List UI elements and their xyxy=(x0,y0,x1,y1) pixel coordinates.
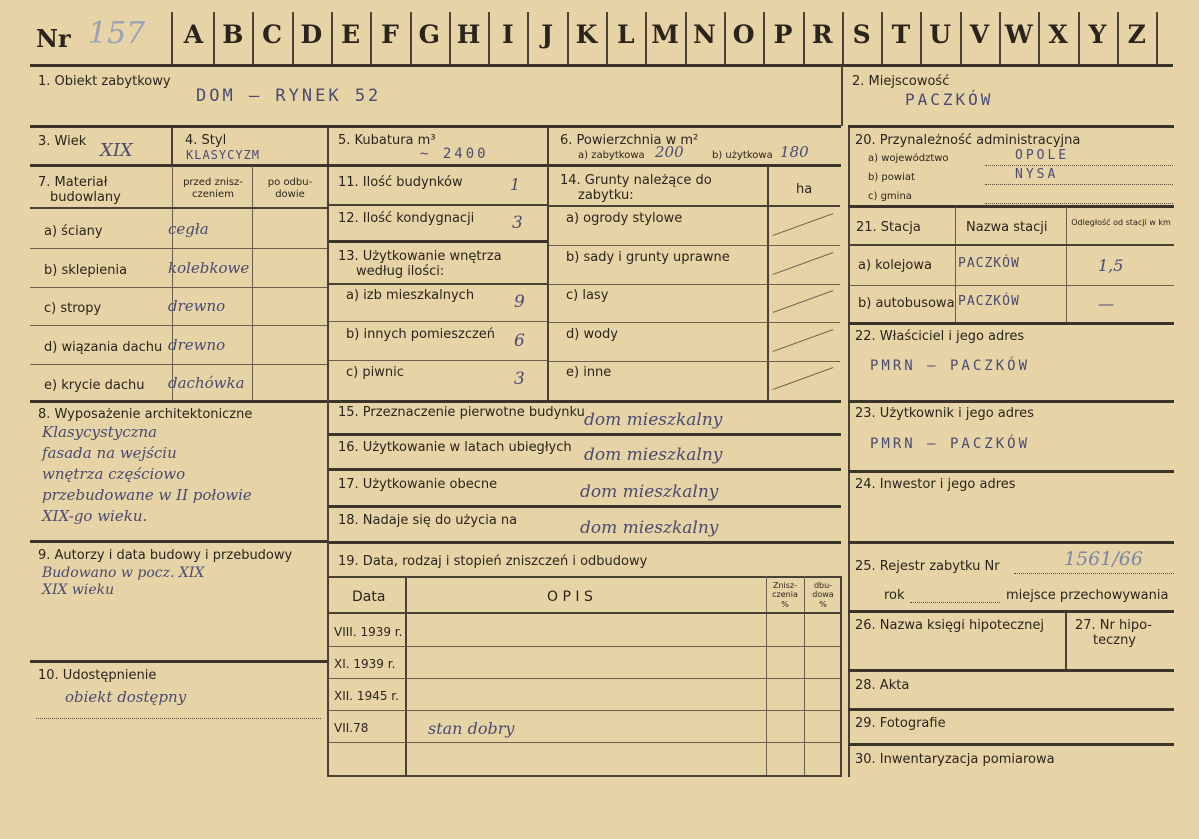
f6-value-a: 200 xyxy=(655,143,684,161)
f21-col-name: Nazwa stacji xyxy=(966,220,1048,235)
f22-value: PMRN – PACZKÓW xyxy=(870,358,1031,374)
rule xyxy=(329,646,841,647)
rule xyxy=(549,284,840,285)
index-letter-V: V xyxy=(969,20,990,49)
f14-row-label: c) lasy xyxy=(566,288,609,303)
f14-row-label: b) sady i grunty uprawne xyxy=(566,249,730,265)
f7-row-value: cegła xyxy=(168,220,209,238)
f25-value: 1561/66 xyxy=(1064,548,1143,570)
f6-label: 6. Powierzchnia w m² xyxy=(560,133,699,148)
ha-slash xyxy=(773,252,833,275)
f5-value: ~ 2400 xyxy=(420,146,489,162)
index-letter-O: O xyxy=(732,20,755,49)
f21-label: 21. Stacja xyxy=(856,220,921,235)
index-letter-Y: Y xyxy=(1088,20,1107,49)
f7-row-value: drewno xyxy=(168,297,226,315)
index-letter-J: J xyxy=(541,20,554,49)
f6-value-b: 180 xyxy=(780,143,809,161)
f20-row-label: a) województwo xyxy=(868,153,949,164)
dotted-line xyxy=(985,165,1173,166)
f9-line: Budowano w pocz. XIX xyxy=(42,565,205,581)
rule xyxy=(329,321,547,322)
f8-line: fasada na wejściu xyxy=(42,444,177,462)
dotted-line xyxy=(985,203,1173,204)
f19-col-d1: dbu- xyxy=(813,581,833,590)
f15-label: 15. Przeznaczenie pierwotne budynku xyxy=(338,405,585,420)
ha-slash xyxy=(773,290,833,313)
f8-line: przebudowane w II połowie xyxy=(42,486,252,504)
f19-label: 19. Data, rodzaj i stopień zniszczeń i odbudowy xyxy=(338,554,648,569)
f8-line: wnętrza częściowo xyxy=(42,465,186,483)
f14-unit: ha xyxy=(796,182,813,197)
f26-label: 26. Nazwa księgi hipotecznej xyxy=(855,618,1044,633)
index-letter-B: B xyxy=(222,20,244,49)
f19-row-date: VIII. 1939 r. xyxy=(334,625,403,639)
rule xyxy=(329,742,841,743)
f21-row-name: PACZKÓW xyxy=(958,294,1020,309)
f8-line: XIX-go wieku. xyxy=(42,507,148,525)
rule xyxy=(329,468,841,471)
index-letter-W: W xyxy=(1004,20,1033,49)
index-letter-F: F xyxy=(381,20,399,49)
f16-label: 16. Użytkowanie w latach ubiegłych xyxy=(338,440,572,455)
index-letter-P: P xyxy=(773,20,793,49)
f19-row-opis: stan dobry xyxy=(428,719,515,738)
f8-line: Klasycystyczna xyxy=(42,423,158,441)
f14-row-label: a) ogrody stylowe xyxy=(566,211,683,226)
f20-row-label: c) gmina xyxy=(868,191,912,202)
f13-row-label: c) piwnic xyxy=(346,365,404,380)
rule xyxy=(549,245,840,246)
f11-value: 1 xyxy=(510,175,521,194)
rule xyxy=(329,541,841,544)
f7-col1-1: przed znisz- xyxy=(183,177,243,188)
f10-value: obiekt dostępny xyxy=(65,688,187,706)
f9-label: 9. Autorzy i data budowy i przebudowy xyxy=(38,548,293,563)
rule xyxy=(549,361,840,362)
f8-label: 8. Wyposażenie architektoniczne xyxy=(38,407,253,422)
index-letter-U: U xyxy=(929,20,952,49)
index-letter-C: C xyxy=(262,20,283,49)
rule xyxy=(30,325,327,326)
rule xyxy=(849,285,1174,286)
f23-value: PMRN – PACZKÓW xyxy=(870,436,1031,452)
index-letter-H: H xyxy=(456,20,481,49)
f18-value: dom mieszkalny xyxy=(580,518,719,538)
ha-slash xyxy=(773,367,833,390)
f1-label: 1. Obiekt zabytkowy xyxy=(38,74,171,89)
rule xyxy=(329,433,841,436)
index-letter-D: D xyxy=(300,20,323,49)
f12-label: 12. Ilość kondygnacji xyxy=(338,211,475,226)
f27-label-1: 27. Nr hipo- xyxy=(1075,618,1152,633)
index-letter-E: E xyxy=(341,20,361,49)
f18-label: 18. Nadaje się do użycia na xyxy=(338,513,518,528)
f25-rok: rok xyxy=(884,588,905,603)
f22-label: 22. Właściciel i jego adres xyxy=(855,329,1025,344)
nr-value: 157 xyxy=(88,16,146,51)
index-letter-K: K xyxy=(575,20,598,49)
f10-label: 10. Udostępnienie xyxy=(38,668,157,683)
rule xyxy=(329,360,547,361)
rule xyxy=(329,678,841,679)
f5-label: 5. Kubatura m³ xyxy=(338,133,436,148)
index-letter-T: T xyxy=(891,20,911,49)
index-letter-Z: Z xyxy=(1127,20,1146,49)
rule xyxy=(549,322,840,323)
f24-label: 24. Inwestor i jego adres xyxy=(855,477,1016,492)
index-letter-R: R xyxy=(811,20,833,49)
f16-value: dom mieszkalny xyxy=(584,445,723,465)
f11-label: 11. Ilość budynków xyxy=(338,175,463,190)
f12-value: 3 xyxy=(512,213,523,233)
f6-sub-b: b) użytkowa xyxy=(712,150,773,161)
f19-row-date: XI. 1939 r. xyxy=(334,657,396,671)
f15-value: dom mieszkalny xyxy=(584,410,723,430)
f21-row-name: PACZKÓW xyxy=(958,256,1020,271)
f19-row-date: XII. 1945 r. xyxy=(334,689,399,703)
nr-label: Nr xyxy=(36,24,71,53)
f19-col-date: Data xyxy=(352,589,386,605)
f19-col-d2: dowa xyxy=(812,590,834,599)
f20-row-value: NYSA xyxy=(1015,167,1059,182)
index-letter-S: S xyxy=(852,20,871,49)
f7-row-label: e) krycie dachu xyxy=(44,378,145,393)
f21-row-dist: 1,5 xyxy=(1098,256,1124,275)
f19-col-d3: % xyxy=(819,600,827,609)
rule xyxy=(329,505,841,508)
f7-row-label: b) sklepienia xyxy=(44,262,128,278)
f7-label-1: 7. Materiał xyxy=(38,175,108,190)
f20-row-value: OPOLE xyxy=(1015,148,1070,163)
f3-label: 3. Wiek xyxy=(38,134,87,149)
f7-row-value: drewno xyxy=(168,335,226,354)
f17-value: dom mieszkalny xyxy=(580,482,719,502)
f2-label: 2. Miejscowość xyxy=(852,74,950,89)
f7-label-2: budowlany xyxy=(50,190,121,205)
f23-label: 23. Użytkownik i jego adres xyxy=(855,406,1034,421)
f4-label: 4. Styl xyxy=(185,133,227,148)
f29-label: 29. Fotografie xyxy=(855,716,946,731)
f3-value: XIX xyxy=(100,140,133,161)
dotted-line xyxy=(985,184,1173,185)
f19-row-date: VII.78 xyxy=(334,721,369,735)
index-letter-A: A xyxy=(183,20,204,49)
f13-row-label: a) izb mieszkalnych xyxy=(346,288,475,303)
f6-sub-a: a) zabytkowa xyxy=(578,150,645,161)
f14-row-label: e) inne xyxy=(566,365,612,380)
f14-label-2: zabytku: xyxy=(578,188,634,203)
ha-slash xyxy=(773,213,833,236)
f28-label: 28. Akta xyxy=(855,678,910,693)
f7-col1-2: czeniem xyxy=(192,189,234,200)
f13-row-value: 3 xyxy=(514,369,525,389)
f30-label: 30. Inwentaryzacja pomiarowa xyxy=(855,752,1055,767)
f14-row-label: d) wody xyxy=(566,326,618,342)
f7-row-value: dachówka xyxy=(168,374,245,392)
rule xyxy=(30,287,327,288)
rule xyxy=(329,710,841,711)
f7-row-value: kolebkowe xyxy=(168,258,250,277)
f21-row-label: a) kolejowa xyxy=(858,258,932,273)
index-letter-M: M xyxy=(651,20,679,49)
rule xyxy=(30,248,327,249)
f14-label-1: 14. Grunty należące do xyxy=(560,173,712,188)
f20-label: 20. Przynależność administracyjna xyxy=(855,133,1081,148)
f13-label-1: 13. Użytkowanie wnętrza xyxy=(338,249,502,264)
index-letter-L: L xyxy=(617,20,635,49)
f25-miejsce: miejsce przechowywania xyxy=(1006,588,1169,603)
f27-label-2: teczny xyxy=(1093,633,1136,648)
index-letter-X: X xyxy=(1048,20,1068,49)
f13-row-value: 6 xyxy=(514,330,525,351)
f7-col2-1: po odbu- xyxy=(267,177,313,188)
index-letter-G: G xyxy=(418,20,440,49)
f2-value: PACZKÓW xyxy=(905,90,994,109)
f4-value: KLASYCYZM xyxy=(186,148,261,162)
f7-col2-2: dowie xyxy=(275,189,305,200)
f1-value: DOM – RYNEK 52 xyxy=(196,86,382,106)
f13-row-label: b) innych pomieszczeń xyxy=(346,326,496,342)
f25-label: 25. Rejestr zabytku Nr xyxy=(855,559,1000,574)
f13-row-value: 9 xyxy=(514,292,525,312)
f21-row-label: b) autobusowa xyxy=(858,296,955,311)
ha-slash xyxy=(773,329,833,352)
f7-row-label: c) stropy xyxy=(44,301,102,316)
index-letter-N: N xyxy=(692,20,716,49)
f20-row-label: b) powiat xyxy=(868,172,915,183)
rule xyxy=(30,364,327,365)
index-letter-I: I xyxy=(502,20,514,49)
f21-col-dist: Odległość od stacji w km xyxy=(1071,218,1171,227)
f19-col-z3: % xyxy=(781,600,789,609)
f7-row-label: d) wiązania dachu xyxy=(44,339,163,355)
f9-line: XIX wieku xyxy=(42,582,115,598)
letter-divider xyxy=(1156,12,1158,66)
f21-row-dist: — xyxy=(1098,294,1114,313)
f19-col-z2: czenia xyxy=(772,590,798,599)
f19-col-opis: O P I S xyxy=(547,589,593,605)
f19-col-z1: Znisz- xyxy=(772,581,798,590)
f17-label: 17. Użytkowanie obecne xyxy=(338,477,498,492)
f13-label-2: według ilości: xyxy=(356,264,445,279)
f7-row-label: a) ściany xyxy=(44,224,103,239)
